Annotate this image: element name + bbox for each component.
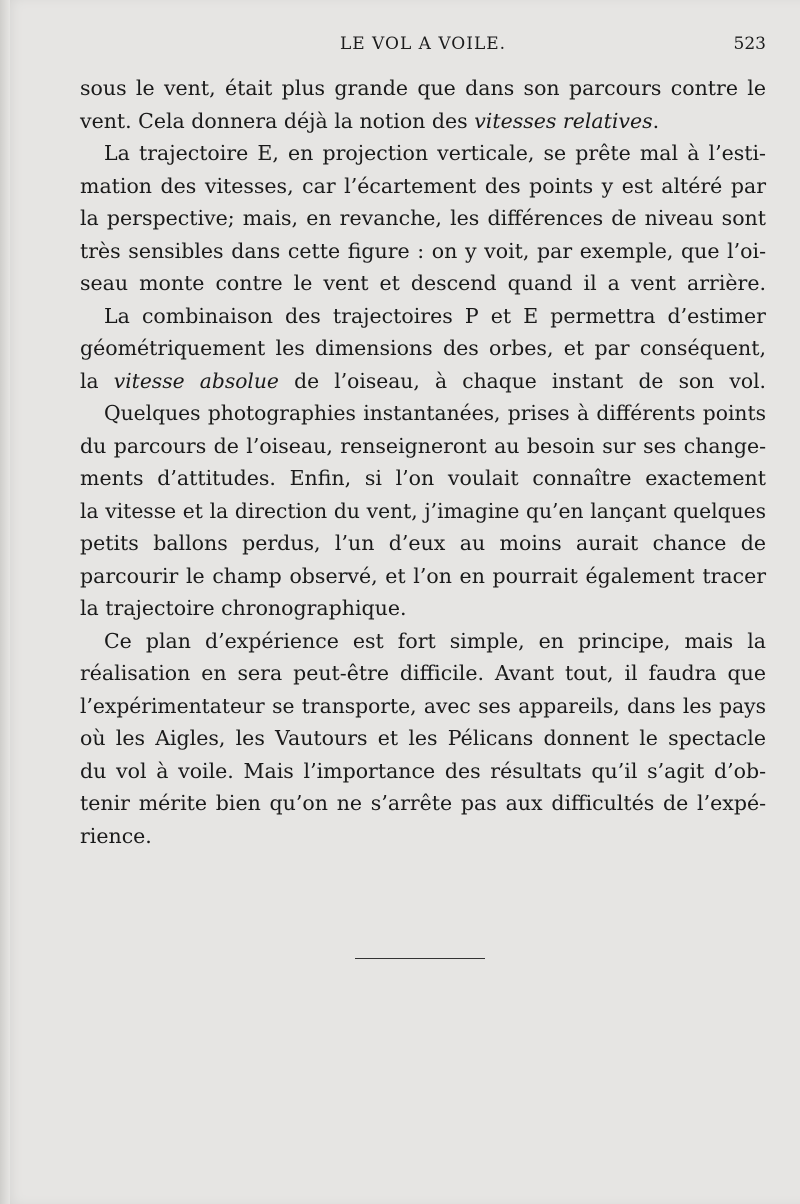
- page-gutter-shadow: [0, 0, 10, 1204]
- text-line: mation des vitesses, car l’écartement des points y est altéré par: [80, 173, 766, 198]
- italic-term: vitesse absolue: [113, 368, 279, 393]
- text-line: sous le vent, était plus grande que dans son parcours contre le: [80, 76, 766, 100]
- text-line: vent. Cela donnera déjà la notion des vitesses relatives.: [80, 108, 660, 133]
- running-head: [80, 34, 766, 56]
- text-line: Ce plan d’expérience est fort simple, en principe, mais la: [104, 628, 766, 653]
- text-line: du parcours de l’oiseau, renseigneront au besoin sur ses change-: [80, 433, 766, 458]
- text-line: rience.: [80, 823, 152, 848]
- text-line: parcourir le champ observé, et l’on en pourrait également tracer: [80, 563, 766, 588]
- text-line: Quelques photographies instantanées, prises à différents points: [104, 401, 766, 425]
- running-title: LE VOL A VOILE.: [339, 34, 507, 54]
- text-line: La combinaison des trajectoires P et E permettra d’estimer: [104, 303, 766, 328]
- text-line: très sensibles dans cette figure : on y voit, par exemple, que l’oi-: [80, 238, 766, 263]
- text-line: la trajectoire chronographique.: [80, 596, 407, 620]
- body-text: [80, 72, 766, 852]
- text-line: réalisation en sera peut-être difficile. Avant tout, il faudra que: [80, 661, 766, 685]
- text-line: La trajectoire E, en projection verticale, se prête mal à l’esti-: [104, 141, 766, 165]
- text-line: tenir mérite bien qu’on ne s’arrête pas aux difficultés de l’expé-: [80, 791, 766, 815]
- text-line: seau monte contre le vent et descend quand il a vent arrière.: [80, 271, 766, 295]
- text-line: l’expérimentateur se transporte, avec ses appareils, dans les pays: [80, 693, 766, 718]
- page-number: 523: [733, 34, 766, 54]
- text-line: la perspective; mais, en revanche, les différences de niveau sont: [80, 206, 766, 230]
- text-line: petits ballons perdus, l’un d’eux au moins aurait chance de: [80, 531, 766, 555]
- text-line: la vitesse et la direction du vent, j’imagine qu’en lançant quelques: [80, 498, 766, 523]
- text-line: géométriquement les dimensions des orbes, et par conséquent,: [80, 336, 766, 360]
- text-line: où les Aigles, les Vautours et les Pélicans donnent le spectacle: [80, 726, 766, 750]
- text-line: ments d’attitudes. Enfin, si l’on voulait connaître exactement: [80, 466, 766, 490]
- italic-term: vitesses relatives: [474, 108, 653, 133]
- text-line: du vol à voile. Mais l’importance des résultats qu’il s’agit d’ob-: [80, 758, 766, 783]
- text-line: la vitesse absolue de l’oiseau, à chaque instant de son vol.: [80, 368, 766, 393]
- section-end-rule: [355, 958, 485, 959]
